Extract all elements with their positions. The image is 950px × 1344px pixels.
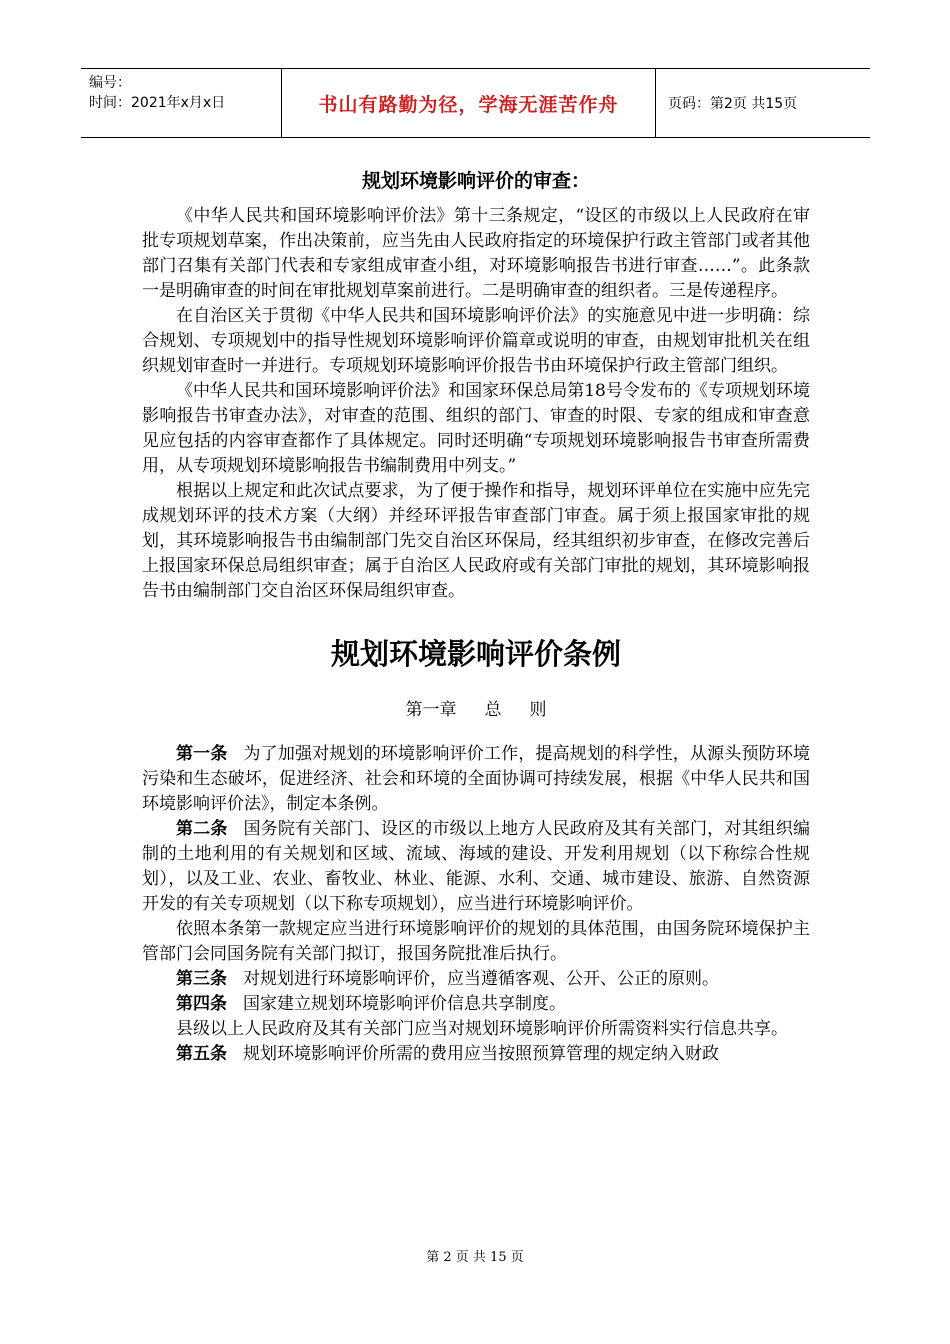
chapter-heading xyxy=(142,698,810,722)
article-text: 对规划进行环境影响评价，应当遵循客观、公开、公正的原则。 xyxy=(243,969,719,989)
paragraph: 《中华人民共和国环境影响评价法》第十三条规定，“设区的市级以上人民政府在审批专项规划草案，作出决策前，应当先由人民政府指定的环境保护行政主管部门或者其他部门召集有关部门代表和专家组成审查小组，对环境影响报告书进行审查……”。此条款一是明确审查的时间在审批规划草案前进行。二是明确审查的组织者。三是传递程序。 xyxy=(142,206,810,301)
paragraph: 根据以上规定和此次试点要求，为了便于操作和指导，规划环评单位在实施中应先完成规划环评的技术方案（大纲）并经环评报告审查部门审查。属于须上报国家审批的规划，其环境影响报告书由编制部门先交自治区环保局，经其组织初步审查，在修改完善后上报国家环保总局组织审查；属于自治区人民政府或有关部门审批的规划，其环境影响报告书由编制部门交自治区环保局组织审查。 xyxy=(142,481,810,601)
article-paragraph xyxy=(142,1017,810,1042)
article-text: 国家建立规划环境影响评价信息共享制度。 xyxy=(243,994,566,1014)
chapter-name-1: 总 xyxy=(484,700,502,720)
article-text: 国务院有关部门、设区的市级以上地方人民政府及其有关部门，对其组织编制的土地利用的有关规划和区域、流域、海域的建设、开发利用规划（以下称综合性规划），以及工业、农业、畜牧业、林业、能源、水利、交通、城市建设、旅游、自然资源开发的有关专项规划（以下称专项规划），应当进行环境影响评价。 xyxy=(142,819,810,914)
motto: 书山有路勤为径，学海无涯苦作舟 xyxy=(282,69,656,137)
section-title: 规划环境影响评价的审查： xyxy=(361,170,590,192)
article-label: 第一条 xyxy=(176,744,228,764)
article-label: 第五条 xyxy=(176,1044,227,1064)
number-label: 编号： xyxy=(89,75,131,91)
page-label: 页码：第2页 共15页 xyxy=(668,96,798,112)
article-text: 县级以上人民政府及其有关部门应当对规划环境影响评价所需资料实行信息共享。 xyxy=(176,1019,788,1039)
article xyxy=(142,1042,810,1067)
article-text: 为了加强对规划的环境影响评价工作，提高规划的科学性，从源头预防环境污染和生态破坏，促进经济、社会和环境的全面协调可持续发展，根据《中华人民共和国环境影响评价法》，制定本条例。 xyxy=(142,744,810,814)
page-header xyxy=(81,68,870,138)
article-label: 第三条 xyxy=(176,969,227,989)
document-body xyxy=(142,168,810,1067)
paragraph: 在自治区关于贯彻《中华人民共和国环境影响评价法》的实施意见中进一步明确：综合规划、专项规划中的指导性规划环境影响评价篇章或说明的审查，由规划审批机关在组织规划审查时一并进行。专项规划环境影响评价报告书由环境保护行政主管部门组织。 xyxy=(142,306,810,376)
article-text: 规划环境影响评价所需的费用应当按照预算管理的规定纳入财政 xyxy=(243,1044,719,1064)
article-paragraph xyxy=(142,917,810,967)
chapter-name-2: 则 xyxy=(529,700,547,720)
header-meta xyxy=(81,69,282,137)
time-label: 时间：2021年x月x日 xyxy=(89,95,226,111)
article-text: 依照本条第一款规定应当进行环境影响评价的规划的具体范围，由国务院环境保护主管部门会同国务院有关部门拟订，报国务院批准后执行。 xyxy=(142,919,810,964)
article xyxy=(142,992,810,1017)
page-footer: 第 2 页 共 15 页 xyxy=(426,1250,524,1265)
article xyxy=(142,817,810,917)
article xyxy=(142,742,810,817)
chapter-number: 第一章 xyxy=(405,700,457,720)
main-title: 规划环境影响评价条例 xyxy=(330,637,621,671)
paragraph: 《中华人民共和国环境影响评价法》和国家环保总局第18号令发布的《专项规划环境影响报告书审查办法》，对审查的范围、组织的部门、审查的时限、专家的组成和审查意见应包括的内容审查都作了具体规定。同时还明确“专项规划环境影响报告书审查所需费用，从专项规划环境影响报告书编制费用中列支。” xyxy=(142,381,810,476)
article-label: 第二条 xyxy=(176,819,228,839)
article-label: 第四条 xyxy=(176,994,227,1014)
article xyxy=(142,967,810,992)
